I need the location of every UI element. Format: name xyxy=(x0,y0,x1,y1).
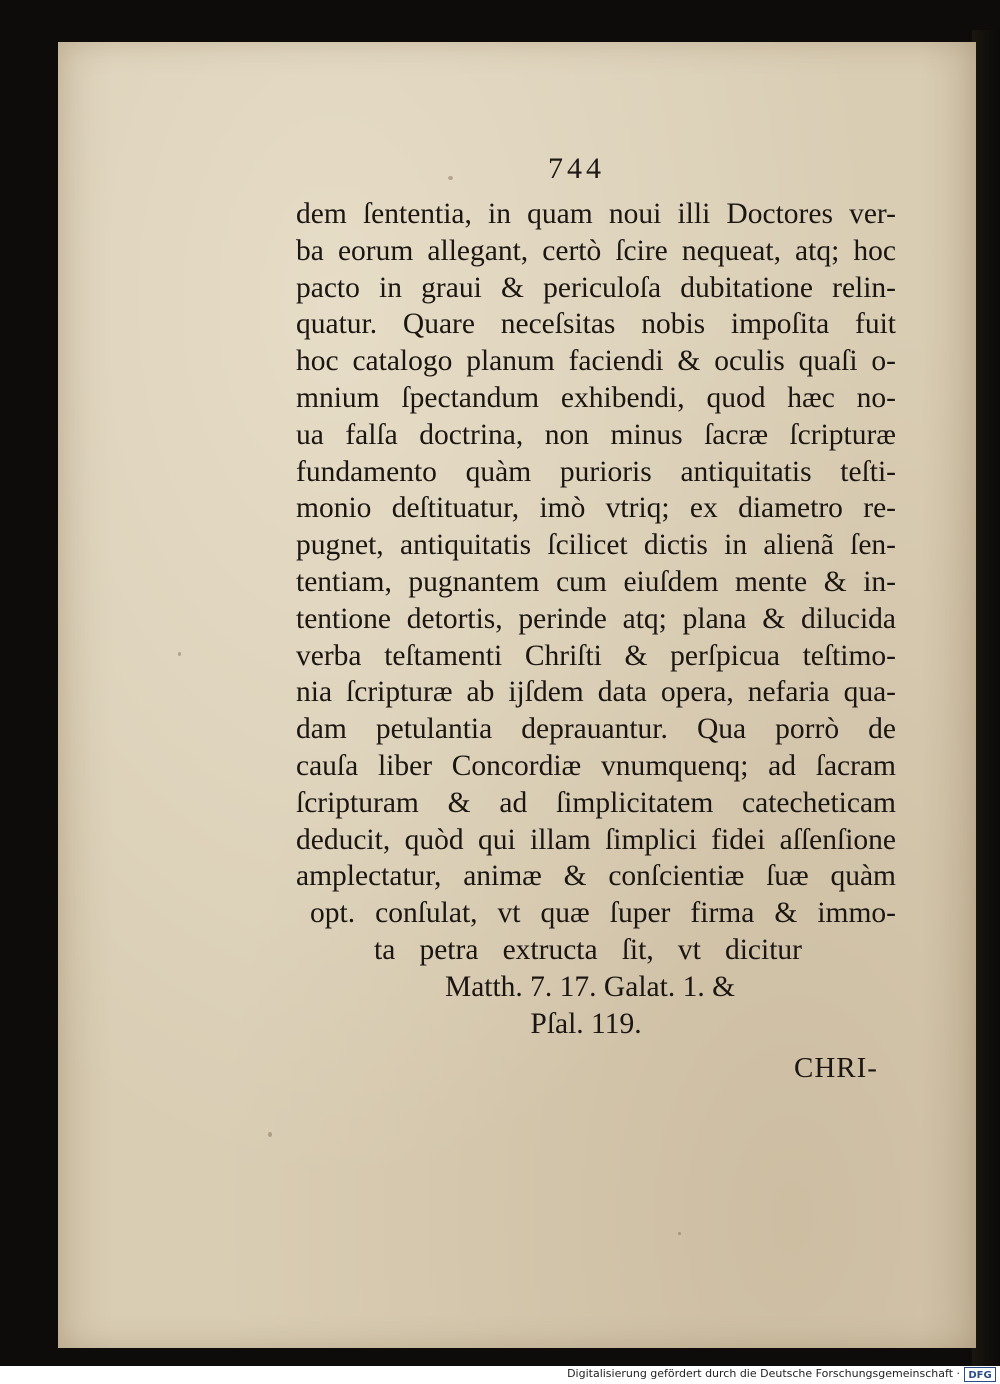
text-line: tentiam, pugnantem cum eiuſdem mente & in- xyxy=(296,565,896,598)
text-line: hoc catalogo planum faciendi & oculis quaſi o- xyxy=(296,345,896,378)
text-line: deducit, quòd qui illam ſimplici fidei aſſenſione xyxy=(296,823,896,856)
text-line: mnium ſpectandum exhibendi, quod hæc no- xyxy=(296,381,896,414)
text-line: pugnet, antiquitatis ſcilicet dictis in alienã ſen- xyxy=(296,529,896,562)
catchword: CHRI- xyxy=(794,1052,878,1084)
text-line: monio deſtituatur, imò vtriq; ex diametro re- xyxy=(296,492,896,525)
text-line: tentione detortis, perinde atq; plana & dilucida xyxy=(296,602,896,635)
text-line: opt. conſulat, vt quæ ſuper firma & immo- xyxy=(310,897,896,930)
paper-speck xyxy=(268,1132,272,1137)
book-edge xyxy=(972,30,1000,1366)
text-line: ta petra extructa ſit, vt dicitur xyxy=(374,933,802,966)
text-line: quatur. Quare neceſsitas nobis impoſita fuit xyxy=(296,308,896,341)
paper-speck xyxy=(178,652,181,656)
text-line: amplectatur, animæ & conſcientiæ ſuæ quàm xyxy=(296,860,896,893)
text-line: cauſa liber Concordiæ vnumquenq; ad ſacram xyxy=(296,749,896,782)
text-line: nia ſcripturæ ab ijſdem data opera, nefaria qua- xyxy=(296,676,896,709)
citation-line: Matth. 7. 17. Galat. 1. & xyxy=(444,970,736,1003)
text-line: pacto in graui & periculoſa dubitatione relin- xyxy=(296,271,896,304)
page-number: 744 xyxy=(548,152,605,185)
text-line: ba eorum allegant, certò ſcire nequeat, atq; hoc xyxy=(296,234,896,267)
paper-speck xyxy=(678,1232,681,1235)
text-line: dem ſententia, in quam noui illi Doctores ver- xyxy=(296,198,896,230)
text-line: dam petulantia deprauantur. Qua porrò de xyxy=(296,713,896,746)
body-text xyxy=(296,196,896,1042)
text-line: fundamento quàm purioris antiquitatis teſti- xyxy=(296,455,896,488)
text-line: ua falſa doctrina, non minus ſacræ ſcripturæ xyxy=(296,418,896,451)
dfg-logo: DFG xyxy=(964,1367,996,1382)
text-line: ſcripturam & ad ſimplicitatem catecheticam xyxy=(296,786,896,819)
text-line: verba teſtamenti Chriſti & perſpicua teſtimo- xyxy=(296,639,896,672)
digitization-credit: Digitalisierung gefördert durch die Deutsche Forschungsgemeinschaft · xyxy=(567,1367,960,1380)
paper-speck xyxy=(448,176,453,180)
citation-line: Pſal. 119. xyxy=(530,1007,642,1040)
